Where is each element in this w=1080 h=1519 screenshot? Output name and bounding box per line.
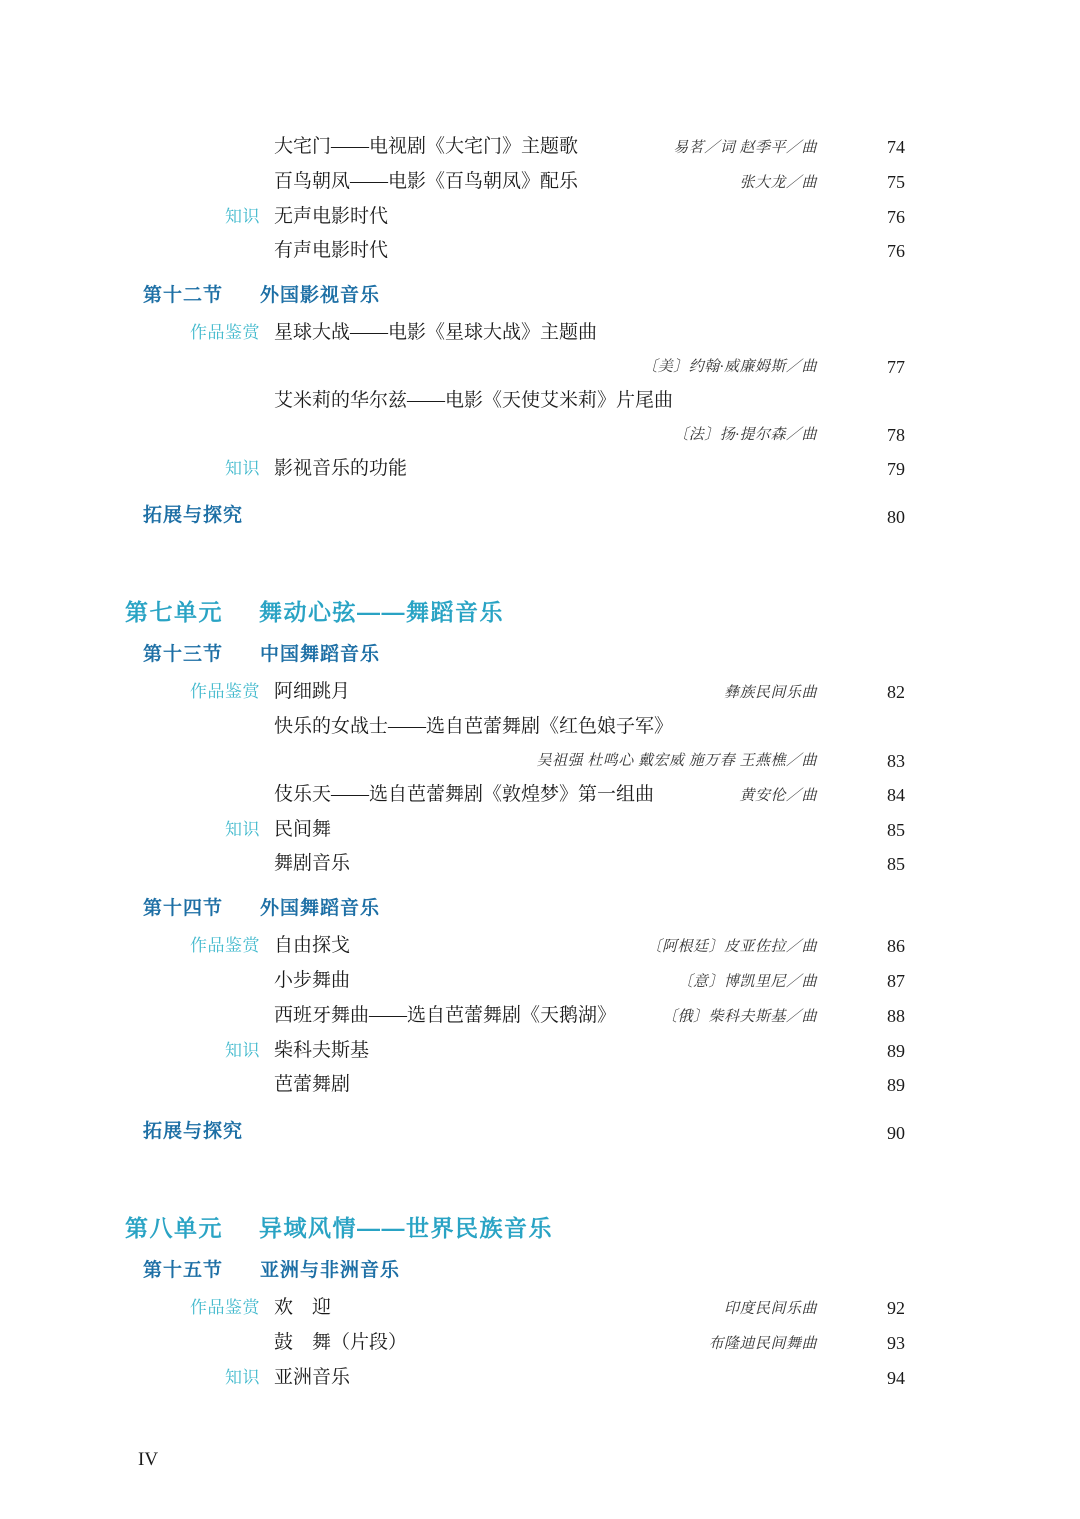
toc-entry-credit-line: [125, 350, 905, 384]
extend-explore-label: 拓展与探究: [143, 505, 244, 526]
entry-page-number: 79: [887, 459, 905, 479]
unit-number: 第八单元: [125, 1215, 223, 1241]
toc-entry[interactable]: [125, 999, 905, 1034]
entry-title: 舞剧音乐: [274, 853, 351, 874]
entry-tag-appreciation: 作品鉴赏: [190, 323, 260, 342]
section-number: 第十五节: [143, 1260, 224, 1281]
entry-title: 芭蕾舞剧: [274, 1074, 351, 1095]
section-number: 第十二节: [143, 285, 224, 306]
toc-entry[interactable]: [125, 710, 835, 744]
entry-title: 星球大战——电影《星球大战》主题曲: [274, 322, 598, 343]
entry-tag-knowledge: 知识: [225, 820, 260, 839]
section-number: 第十四节: [143, 898, 224, 919]
toc-list: [125, 130, 905, 1395]
entry-page-number: 74: [887, 137, 905, 157]
entry-credit: 布隆迪民间舞曲: [708, 1336, 817, 1352]
toc-section-heading[interactable]: [125, 280, 835, 316]
toc-section-heading[interactable]: [125, 893, 835, 929]
entry-title: 民间舞: [274, 819, 332, 840]
section-title: 中国舞蹈音乐: [260, 644, 381, 665]
section-number: 第十三节: [143, 644, 224, 665]
section-title: 亚洲与非洲音乐: [260, 1260, 401, 1281]
toc-extend-explore[interactable]: [125, 1116, 905, 1152]
entry-credit: 印度民间乐曲: [723, 1301, 817, 1317]
toc-entry-credit-line: [125, 744, 905, 778]
entry-tag-appreciation: 作品鉴赏: [190, 936, 260, 955]
entry-page-number: 94: [887, 1368, 905, 1388]
entry-title: 影视音乐的功能: [274, 458, 408, 479]
entry-tag-knowledge: 知识: [225, 459, 260, 478]
page-folio: IV: [138, 1449, 159, 1470]
toc-entry[interactable]: [125, 130, 905, 165]
toc-entry[interactable]: [125, 929, 905, 964]
entry-page-number: 84: [887, 785, 905, 805]
entry-page-number: 89: [887, 1075, 905, 1095]
entry-page-number: 93: [887, 1333, 905, 1353]
entry-page-number: 89: [887, 1041, 905, 1061]
toc-entry[interactable]: [125, 813, 905, 847]
toc-entry[interactable]: [125, 165, 905, 200]
entry-credit: 彝族民间乐曲: [723, 685, 817, 701]
toc-entry[interactable]: [125, 234, 905, 268]
entry-title: 大宅门——电视剧《大宅门》主题歌: [274, 136, 579, 157]
toc-entry[interactable]: [125, 778, 905, 813]
entry-page-number: 76: [887, 241, 905, 261]
entry-title: 伎乐天——选自芭蕾舞剧《敦煌梦》第一组曲: [274, 784, 655, 805]
toc-unit-heading[interactable]: [125, 1210, 835, 1243]
toc-unit-heading[interactable]: [125, 594, 835, 627]
entry-page-number: 88: [887, 1006, 905, 1026]
entry-title: 欢 迎: [274, 1297, 332, 1318]
toc-entry[interactable]: [125, 1326, 905, 1361]
entry-title: 阿细跳月: [274, 681, 351, 702]
toc-entry[interactable]: [125, 964, 905, 999]
entry-page-number: 92: [887, 1298, 905, 1318]
entry-credit: 张大龙／曲: [739, 175, 817, 191]
section-title: 外国舞蹈音乐: [260, 898, 381, 919]
entry-title: 艾米莉的华尔兹——电影《天使艾米莉》片尾曲: [274, 390, 674, 411]
entry-page-number: 75: [887, 172, 905, 192]
entry-page-number: 82: [887, 682, 905, 702]
toc-entry[interactable]: [125, 847, 905, 881]
entry-page-number: 83: [887, 751, 905, 771]
toc-entry[interactable]: [125, 675, 905, 710]
entry-title: 亚洲音乐: [274, 1367, 351, 1388]
section-title: 外国影视音乐: [260, 285, 381, 306]
entry-title: 柴科夫斯基: [274, 1040, 370, 1061]
entry-credit: 吴祖强 杜鸣心 戴宏威 施万春 王燕樵／曲: [536, 753, 817, 769]
toc-section-heading[interactable]: [125, 1255, 835, 1291]
extend-explore-label: 拓展与探究: [143, 1121, 244, 1142]
entry-title: 西班牙舞曲——选自芭蕾舞剧《天鹅湖》: [274, 1005, 617, 1026]
toc-entry[interactable]: [125, 1034, 905, 1068]
toc-entry[interactable]: [125, 452, 905, 486]
entry-tag-knowledge: 知识: [225, 207, 260, 226]
entry-page-number: 80: [887, 507, 905, 527]
toc-entry-credit-line: [125, 418, 905, 452]
toc-entry[interactable]: [125, 1291, 905, 1326]
entry-credit: 〔意〕博凯里尼／曲: [677, 974, 817, 990]
toc-entry[interactable]: [125, 384, 835, 418]
entry-tag-knowledge: 知识: [225, 1041, 260, 1060]
entry-credit: 易茗／词 赵季平／曲: [673, 140, 817, 156]
entry-credit: 黄安伦／曲: [739, 788, 817, 804]
entry-credit: 〔阿根廷〕皮亚佐拉／曲: [646, 939, 817, 955]
toc-entry[interactable]: [125, 200, 905, 234]
unit-number: 第七单元: [125, 599, 223, 625]
entry-page-number: 86: [887, 936, 905, 956]
entry-title: 无声电影时代: [274, 206, 389, 227]
entry-page-number: 76: [887, 207, 905, 227]
entry-title: 自由探戈: [274, 935, 351, 956]
toc-entry[interactable]: [125, 1361, 905, 1395]
entry-title: 小步舞曲: [274, 970, 351, 991]
entry-page-number: 78: [887, 425, 905, 445]
entry-page-number: 77: [887, 357, 905, 377]
entry-page-number: 87: [887, 971, 905, 991]
entry-tag-appreciation: 作品鉴赏: [190, 1298, 260, 1317]
unit-title: 舞动心弦——舞蹈音乐: [259, 599, 504, 625]
toc-section-heading[interactable]: [125, 639, 835, 675]
toc-entry[interactable]: [125, 316, 835, 350]
entry-page-number: 85: [887, 854, 905, 874]
entry-title: 鼓 舞（片段）: [274, 1332, 408, 1353]
entry-credit: 〔法〕扬·提尔森／曲: [673, 427, 817, 443]
entry-tag-appreciation: 作品鉴赏: [190, 682, 260, 701]
entry-title: 百鸟朝凤——电影《百鸟朝凤》配乐: [274, 171, 579, 192]
entry-tag-knowledge: 知识: [225, 1368, 260, 1387]
entry-title: 有声电影时代: [274, 240, 389, 261]
entry-title: 快乐的女战士——选自芭蕾舞剧《红色娘子军》: [274, 716, 674, 737]
toc-entry[interactable]: [125, 1068, 905, 1102]
toc-extend-explore[interactable]: [125, 500, 905, 536]
entry-page-number: 85: [887, 820, 905, 840]
entry-credit: 〔美〕约翰·威廉姆斯／曲: [642, 359, 817, 375]
entry-credit: 〔俄〕柴科夫斯基／曲: [661, 1009, 817, 1025]
entry-page-number: 90: [887, 1123, 905, 1143]
unit-title: 异域风情——世界民族音乐: [259, 1215, 553, 1241]
